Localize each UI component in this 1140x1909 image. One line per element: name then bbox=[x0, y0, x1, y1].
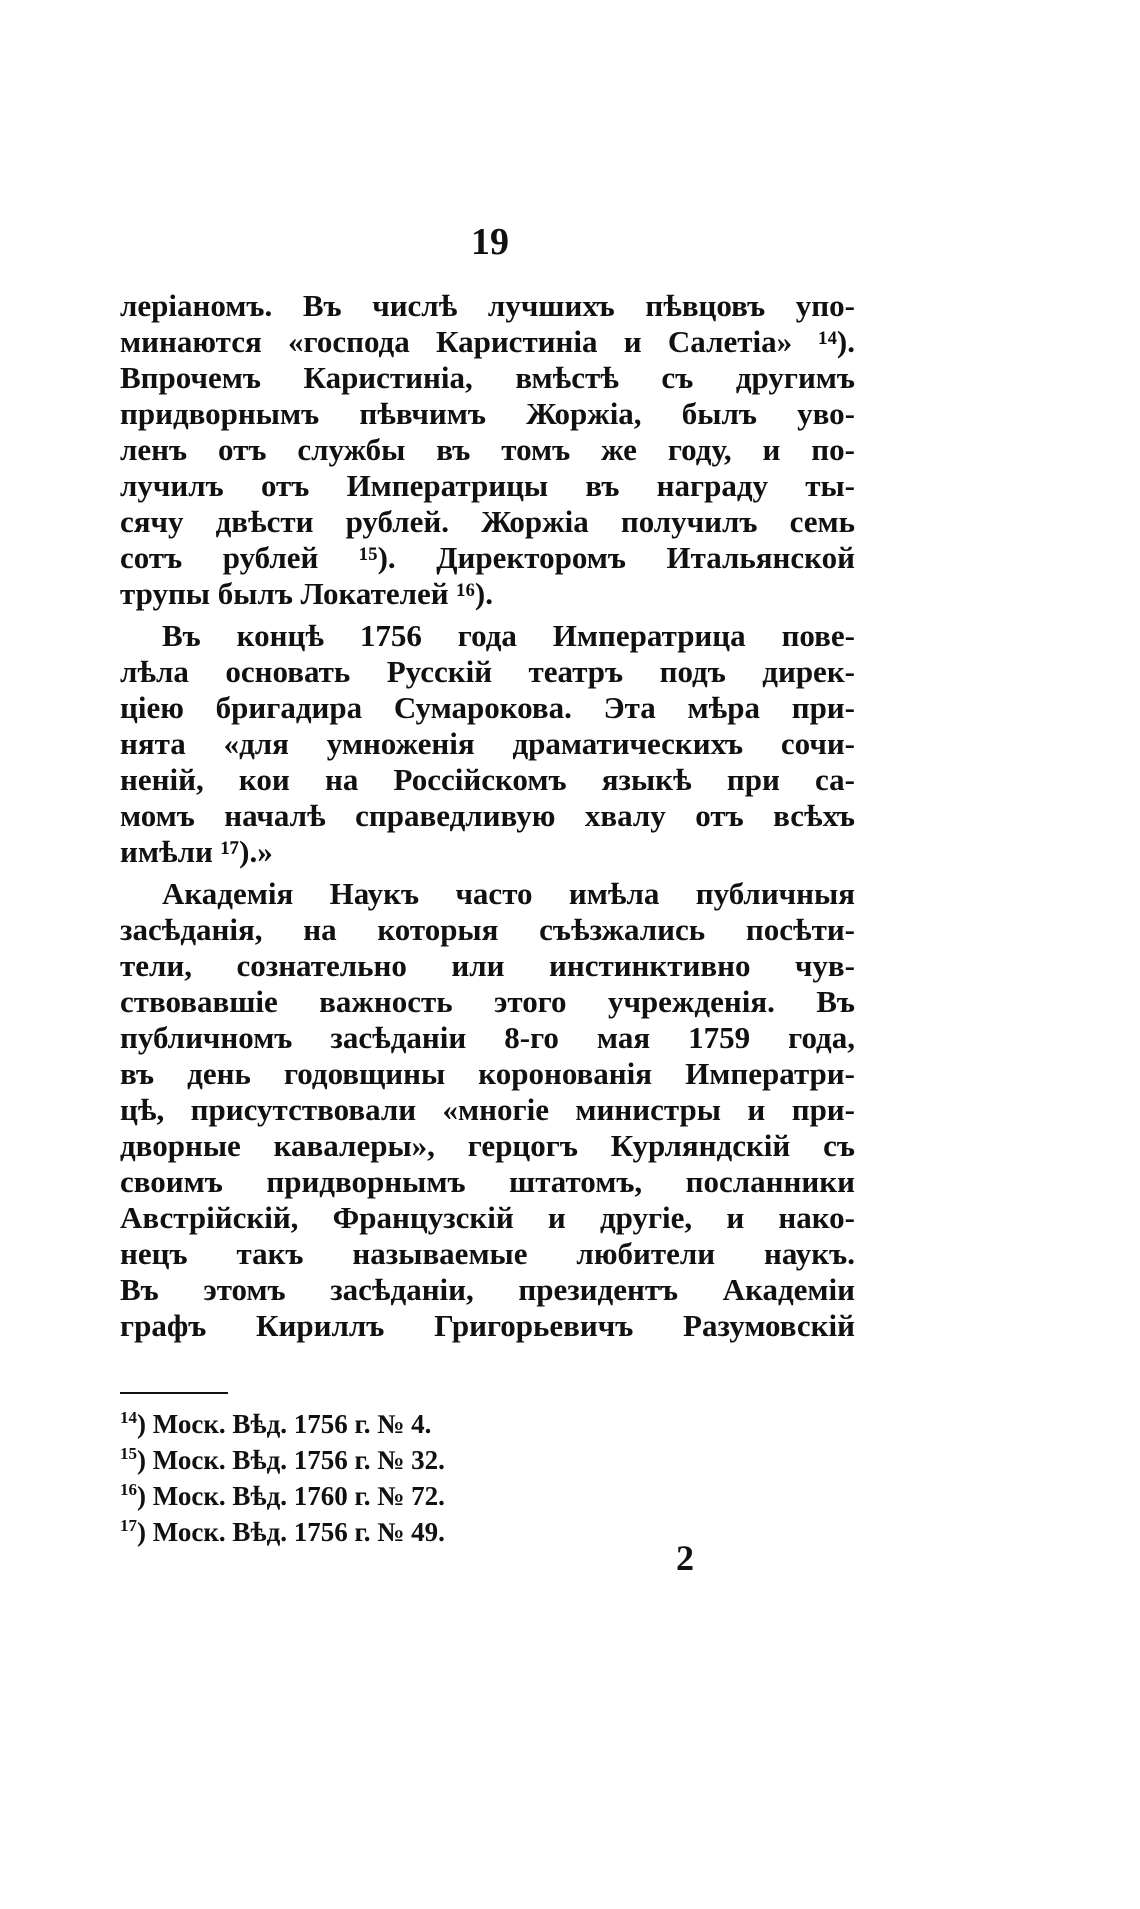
footnote-mark: 17 bbox=[120, 1516, 137, 1535]
footnote-text: ) Моск. Вѣд. 1760 г. № 72. bbox=[137, 1481, 445, 1511]
text-line: Австрійскій, Французскій и другіе, и нако- bbox=[120, 1200, 855, 1235]
footnote-mark: 15 bbox=[120, 1444, 137, 1463]
text-line: нята «для умноженія драматическихъ сочи- bbox=[120, 726, 855, 761]
text-line: Въ концѣ 1756 года Императрица повe- bbox=[162, 618, 855, 653]
footnote bbox=[120, 1406, 640, 1442]
text-line: лѣла основать Русскій театръ подъ дирек- bbox=[120, 654, 855, 689]
text-line: Академія Наукъ часто имѣла публичныя bbox=[162, 876, 855, 911]
text-line: публичномъ засѣданіи 8-го мая 1759 года, bbox=[120, 1020, 855, 1055]
text-line: ленъ отъ службы въ томъ же году, и по- bbox=[120, 432, 855, 467]
text-line: цѣ, присутствовали «многіе министры и при- bbox=[120, 1092, 855, 1127]
text-line: графъ Кириллъ Григорьевичъ Разумовскій bbox=[120, 1308, 855, 1343]
text-line: нецъ такъ называемые любители наукъ. bbox=[120, 1236, 855, 1271]
paragraph-3 bbox=[120, 876, 855, 1344]
text-line: ціею бригадира Сумарокова. Эта мѣра при- bbox=[120, 690, 855, 725]
text-line: лучилъ отъ Императрицы въ награду ты- bbox=[120, 468, 855, 503]
text-line: момъ началѣ справедливую хвалу отъ всѣхъ bbox=[120, 798, 855, 833]
signature-mark: 2 bbox=[676, 1538, 694, 1578]
text-line: дворные кавалеры», герцогъ Курляндскій съ bbox=[120, 1128, 855, 1163]
text-line: Впрочемъ Каристиніа, вмѣстѣ съ другимъ bbox=[120, 360, 855, 395]
text-line: тели, сознательно или инстинктивно чув- bbox=[120, 948, 855, 983]
text-line: сотъ рублей ¹⁵). Директоромъ Итальянской bbox=[120, 540, 855, 575]
footnote-text: ) Моск. Вѣд. 1756 г. № 32. bbox=[137, 1445, 445, 1475]
text-line: неній, кои на Россійскомъ языкѣ при са- bbox=[120, 762, 855, 797]
text-line: трупы былъ Локателей ¹⁶). bbox=[120, 576, 493, 611]
text-line: сячу двѣсти рублей. Жоржіа получилъ семь bbox=[120, 504, 855, 539]
text-line: въ день годовщины коронованія Императри- bbox=[120, 1056, 855, 1091]
footnotes bbox=[120, 1406, 640, 1550]
page-number: 19 bbox=[471, 221, 509, 263]
text-line: леріаномъ. Въ числѣ лучшихъ пѣвцовъ упо- bbox=[120, 288, 855, 323]
footnote-text: ) Моск. Вѣд. 1756 г. № 4. bbox=[137, 1409, 432, 1439]
text-line: своимъ придворнымъ штатомъ, посланники bbox=[120, 1164, 855, 1199]
footnote-divider bbox=[120, 1392, 228, 1394]
text-line: придворнымъ пѣвчимъ Жоржіа, былъ уво- bbox=[120, 396, 855, 431]
paragraph-2 bbox=[120, 618, 855, 870]
paragraph-1 bbox=[120, 288, 855, 612]
text-line: ствовавшіе важность этого учрежденія. Въ bbox=[120, 984, 855, 1019]
footnote-mark: 16 bbox=[120, 1480, 137, 1499]
text-line: минаются «господа Каристиніа и Салетіа» ¹⁴). bbox=[120, 324, 855, 359]
footnote bbox=[120, 1514, 640, 1550]
text-line: засѣданія, на которыя съѣзжались посѣти- bbox=[120, 912, 855, 947]
footnote-text: ) Моск. Вѣд. 1756 г. № 49. bbox=[137, 1517, 445, 1547]
text-line: имѣли ¹⁷).» bbox=[120, 834, 273, 869]
main-text bbox=[120, 288, 855, 1344]
footnote bbox=[120, 1442, 640, 1478]
text-line: Въ этомъ засѣданіи, президентъ Академіи bbox=[120, 1272, 855, 1307]
footnote-mark: 14 bbox=[120, 1408, 137, 1427]
footnote bbox=[120, 1478, 640, 1514]
